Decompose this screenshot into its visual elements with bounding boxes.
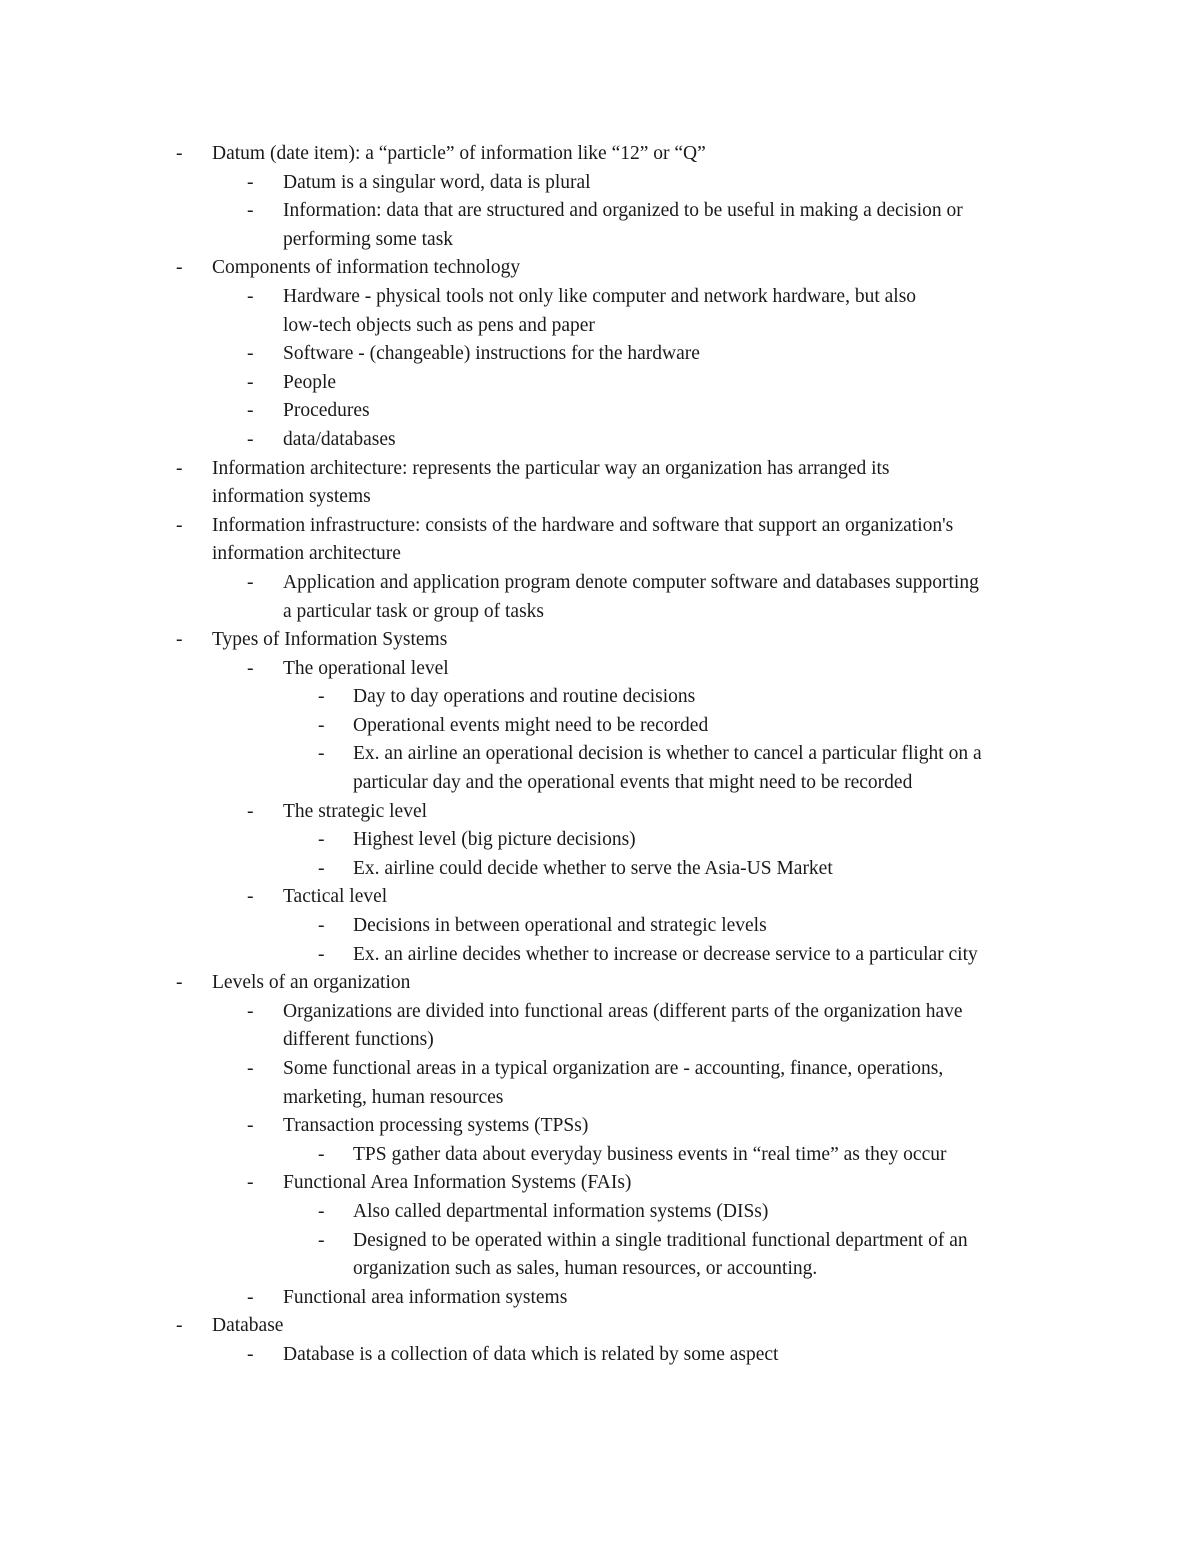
outline-text: Day to day operations and routine decisions [353, 686, 696, 708]
bullet-dash: - [247, 1172, 254, 1194]
outline-text: Ex. airline could decide whether to serve the Asia-US Market [353, 857, 833, 879]
bullet-dash: - [247, 171, 254, 193]
outline-text: Organizations are divided into functional areas (different parts of the organization have [283, 1000, 963, 1022]
bullet-dash: - [247, 1286, 254, 1308]
bullet-dash: - [318, 943, 325, 965]
outline-line [0, 655, 1200, 684]
bullet-dash: - [247, 886, 254, 908]
outline-text: The operational level [283, 657, 449, 679]
bullet-dash: - [176, 457, 183, 479]
outline-line [0, 369, 1200, 398]
outline-line [0, 941, 1200, 970]
bullet-dash: - [176, 257, 183, 279]
bullet-dash: - [318, 686, 325, 708]
outline-line [0, 798, 1200, 827]
outline-text: particular day and the operational events that might need to be recorded [353, 772, 913, 794]
outline-text: Datum is a singular word, data is plural [283, 171, 591, 193]
outline-line [0, 283, 1200, 312]
bullet-dash: - [247, 400, 254, 422]
outline-text: Hardware - physical tools not only like computer and network hardware, but also [283, 285, 917, 307]
bullet-dash: - [176, 514, 183, 536]
outline-text: Also called departmental information systems (DISs) [353, 1200, 769, 1222]
outline-line [0, 683, 1200, 712]
outline-text: organization such as sales, human resources, or accounting. [353, 1258, 818, 1280]
bullet-dash: - [318, 714, 325, 736]
outline-text: different functions) [283, 1029, 434, 1051]
outline-text: Types of Information Systems [212, 629, 448, 651]
bullet-dash: - [247, 571, 254, 593]
outline-text: Operational events might need to be recorded [353, 714, 709, 736]
outline-text: information systems [212, 486, 371, 508]
outline-line [0, 1341, 1200, 1370]
outline-line [0, 312, 1200, 341]
outline-line [0, 626, 1200, 655]
bullet-dash: - [247, 800, 254, 822]
outline-text: People [283, 371, 337, 393]
bullet-dash: - [318, 1143, 325, 1165]
outline-text: marketing, human resources [283, 1086, 504, 1108]
outline-line [0, 1112, 1200, 1141]
outline-line [0, 769, 1200, 798]
outline-text: performing some task [283, 228, 454, 250]
outline-text: information architecture [212, 543, 401, 565]
outline-line [0, 254, 1200, 283]
outline-text: Information: data that are structured and organized to be useful in making a decision or [283, 200, 963, 222]
outline-text: Transaction processing systems (TPSs) [283, 1115, 589, 1137]
bullet-dash: - [247, 343, 254, 365]
outline-text: Decisions in between operational and strategic levels [353, 915, 767, 937]
outline-line [0, 1084, 1200, 1113]
outline-text: Datum (date item): a “particle” of information like “12” or “Q” [212, 143, 706, 164]
outline-text: Database [212, 1315, 284, 1337]
outline-line [0, 998, 1200, 1027]
outline-text: Functional Area Information Systems (FAIs) [283, 1172, 632, 1194]
outline-line [0, 483, 1200, 512]
outline-line [0, 1255, 1200, 1284]
outline-line [0, 397, 1200, 426]
outline-line [0, 1055, 1200, 1084]
outline-line [0, 1227, 1200, 1256]
outline-text: Components of information technology [212, 257, 521, 279]
outline-text: Ex. an airline an operational decision is whether to cancel a particular flight on a [353, 743, 982, 765]
outline-line [0, 569, 1200, 598]
bullet-dash: - [318, 829, 325, 851]
outline-text: Database is a collection of data which is related by some aspect [283, 1343, 779, 1365]
bullet-dash: - [318, 1229, 325, 1251]
outline-line [0, 1312, 1200, 1341]
bullet-dash: - [176, 629, 183, 651]
bullet-dash: - [318, 1200, 325, 1222]
outline-text: Information architecture: represents the particular way an organization has arranged its [212, 457, 890, 479]
outline-line [0, 826, 1200, 855]
outline-line [0, 426, 1200, 455]
outline-line [0, 540, 1200, 569]
outline-line [0, 226, 1200, 255]
outline-text: Procedures [283, 400, 370, 422]
outline-line [0, 912, 1200, 941]
bullet-dash: - [176, 972, 183, 994]
outline-line [0, 197, 1200, 226]
bullet-dash: - [247, 1000, 254, 1022]
outline-text: Levels of an organization [212, 972, 411, 994]
outline-line [0, 598, 1200, 627]
outline-text: Information infrastructure: consists of the hardware and software that support an organization's [212, 514, 954, 536]
outline-line [0, 855, 1200, 884]
bullet-dash: - [318, 857, 325, 879]
outline-line [0, 140, 1200, 169]
document-page [0, 140, 1200, 1370]
outline-line [0, 1026, 1200, 1055]
outline-text: Application and application program denote computer software and databases supporting [283, 571, 979, 593]
bullet-dash: - [247, 1343, 254, 1365]
outline-text: Tactical level [283, 886, 388, 908]
bullet-dash: - [247, 428, 254, 450]
outline-text: Designed to be operated within a single traditional functional department of an [353, 1229, 968, 1251]
outline-line [0, 740, 1200, 769]
bullet-dash: - [247, 1115, 254, 1137]
outline-text: a particular task or group of tasks [283, 600, 545, 622]
outline-line [0, 712, 1200, 741]
outline-line [0, 1141, 1200, 1170]
bullet-dash: - [247, 285, 254, 307]
bullet-dash: - [247, 657, 254, 679]
bullet-dash: - [176, 143, 183, 164]
outline-line [0, 1169, 1200, 1198]
outline-text: Highest level (big picture decisions) [353, 829, 636, 851]
outline-line [0, 340, 1200, 369]
outline-line [0, 1198, 1200, 1227]
outline-text: Ex. an airline decides whether to increase or decrease service to a particular city [353, 943, 978, 965]
bullet-dash: - [176, 1315, 183, 1337]
outline-text: The strategic level [283, 800, 428, 822]
outline-text: Software - (changeable) instructions for the hardware [283, 343, 700, 365]
bullet-dash: - [318, 743, 325, 765]
outline-line [0, 883, 1200, 912]
outline-line [0, 169, 1200, 198]
outline-text: Some functional areas in a typical organization are - accounting, finance, operations, [283, 1058, 944, 1079]
outline-text: low-tech objects such as pens and paper [283, 314, 595, 336]
outline-text: data/databases [283, 428, 396, 450]
outline-line [0, 1284, 1200, 1313]
outline-line [0, 455, 1200, 484]
bullet-dash: - [318, 915, 325, 937]
bullet-dash: - [247, 200, 254, 222]
bullet-dash: - [247, 1058, 254, 1079]
outline-line [0, 512, 1200, 541]
bullet-dash: - [247, 371, 254, 393]
outline-line [0, 969, 1200, 998]
outline-text: Functional area information systems [283, 1286, 568, 1308]
outline-text: TPS gather data about everyday business events in “real time” as they occur [353, 1143, 947, 1165]
